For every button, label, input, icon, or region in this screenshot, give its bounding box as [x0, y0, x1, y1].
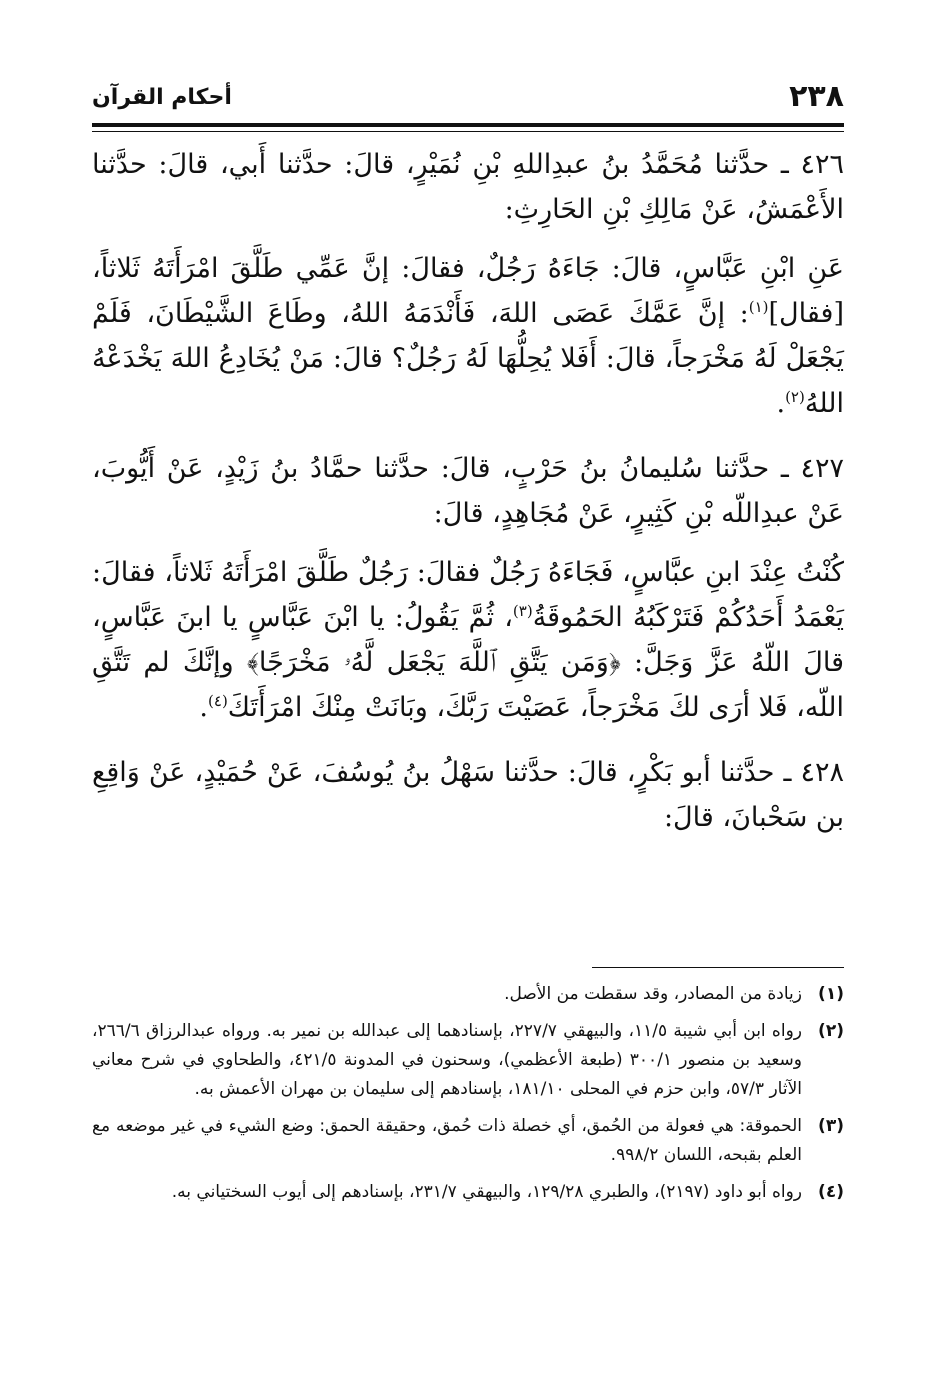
- footnote-ref-1[interactable]: (١): [748, 298, 769, 316]
- page-header: [92, 78, 844, 118]
- hadith-427-text: [92, 550, 844, 730]
- hadith-427-text-part2: ، ثُمَّ يَقُولُ: يا ابْنَ عَبَّاسٍ يا ابنَ عَبَّاسٍ، قالَ اللّهُ عَزَّ وَجَلَّ: ﴿وَمَن يَتَّقِ ٱللَّهَ يَجْعَل لَّهُۥ مَخْرَجًا﴾ وإنَّكَ لم تَتَّقِ اللّه، فَلا أرَى لكَ مَخْرَجاً، عَصَيْتَ رَبَّكَ، وبَانَتْ مِنْكَ امْرَأَتَكَ: [92, 602, 844, 723]
- main-text: [92, 142, 844, 854]
- hadith-426-chain: ٤٢٦ ـ حدَّثنا مُحَمَّدُ بنُ عبدِاللهِ بْنِ نُمَيْرٍ، قالَ: حدَّثنا أَبي، قالَ: حدَّثنا الأَعْمَشُ، عَنْ مَالِكِ بْنِ الحَارِثِ:: [92, 149, 844, 225]
- hadith-427-chain: ٤٢٧ ـ حدَّثنا سُليمانُ بنُ حَرْبٍ، قالَ: حدَّثنا حمَّادُ بنُ زَيْدٍ، عَنْ أَيُّوبَ، عَنْ عبدِاللّه بْنِ كَثِيرٍ، عَنْ مُجَاهِدٍ، قالَ:: [92, 453, 844, 529]
- footnote-mark: (١): [818, 984, 844, 1004]
- running-title: أحكام القرآن: [92, 85, 232, 110]
- footnote-ref-4[interactable]: (٤): [208, 692, 228, 710]
- hadith-427-text-end: .: [199, 692, 209, 723]
- footnote-mark: (٢): [818, 1021, 844, 1041]
- header-rule-thick: [92, 123, 844, 127]
- footnote-text: زيادة من المصادر، وقد سقطت من الأصل.: [504, 984, 802, 1004]
- footnotes: [92, 980, 844, 1215]
- hadith-426-text-part1: عَنِ ابْنِ عَبَّاسٍ، قالَ: جَاءَهُ رَجُلٌ، فقالَ: إنَّ عَمِّي طَلَّقَ امْرَأَتَهُ ثَلاثاً، [فقال]: [92, 253, 844, 329]
- hadith-428-chain: ٤٢٨ ـ حدَّثنا أبو بَكْرٍ، قالَ: حدَّثنا سَهْلُ بنُ يُوسُفَ، عَنْ حُمَيْدٍ، عَنْ وَاقِعِ بن سَحْبانَ، قالَ:: [92, 757, 844, 833]
- footnote-mark: (٣): [818, 1116, 844, 1136]
- hadith-426-text-end: .: [776, 388, 786, 419]
- page-number: ٢٣٨: [789, 79, 844, 114]
- footnote-4: [92, 1178, 844, 1207]
- footnote-separator: [592, 967, 844, 968]
- footnote-3: [92, 1112, 844, 1170]
- footnote-ref-2[interactable]: (٢): [785, 388, 805, 406]
- hadith-426-text: [92, 246, 844, 426]
- hadith-426-text-part2: : إنَّ عَمَّكَ عَصَى اللهَ، فَأَنْدَمَهُ اللهُ، وطَاعَ الشَّيْطَانَ، فَلَمْ يَجْعَلْ لَهُ مَخْرَجاً، قالَ: أَفَلا يُحِلُّهَا لَهُ رَجُلٌ؟ قالَ: مَنْ يُخَادِعُ اللهَ يَخْدَعْهُ اللهُ: [92, 298, 844, 419]
- header-rule-thin: [92, 131, 844, 132]
- footnote-2: [92, 1017, 844, 1104]
- footnote-text: الحموقة: هي فعولة من الحُمق، أي خصلة ذات حُمق، وحقيقة الحمق: وضع الشيء في غير موضعه مع العلم بقبحه، اللسان ٩٩٨/٢.: [92, 1116, 802, 1165]
- footnote-text: رواه ابن أبي شيبة ١١/٥، والبيهقي ٢٢٧/٧، بإسنادهما إلى عبدالله بن نمير به. ورواه عبدالرزاق ٢٦٦/٦، وسعيد بن منصور ٣٠٠/١ (طبعة الأعظمي)، وسحنون في المدونة ٤٢١/٥، والطحاوي في شرح معاني الآثار ٥٧/٣، وابن حزم في المحلى ١٨١/١٠، بإسنادهم إلى سليمان بن مهران الأعمش به.: [92, 1021, 803, 1099]
- footnote-mark: (٤): [818, 1182, 844, 1202]
- footnote-1: [92, 980, 844, 1009]
- footnote-text: رواه أبو داود (٢١٩٧)، والطبري ١٢٩/٢٨، والبيهقي ٢٣١/٧، بإسنادهم إلى أيوب السختياني به.: [171, 1182, 802, 1202]
- hadith-427-text-part1: كُنْتُ عِنْدَ ابنِ عبَّاسٍ، فَجَاءَهُ رَجُلٌ فقالَ: رَجُلٌ طَلَّقَ امْرَأَتَهُ ثَلاثاً، فقالَ: يَعْمَدُ أَحَدُكُمْ فَتَرْكَبُهُ الحَمُوقَةُ: [92, 557, 844, 633]
- footnote-ref-3[interactable]: (٣): [512, 602, 533, 620]
